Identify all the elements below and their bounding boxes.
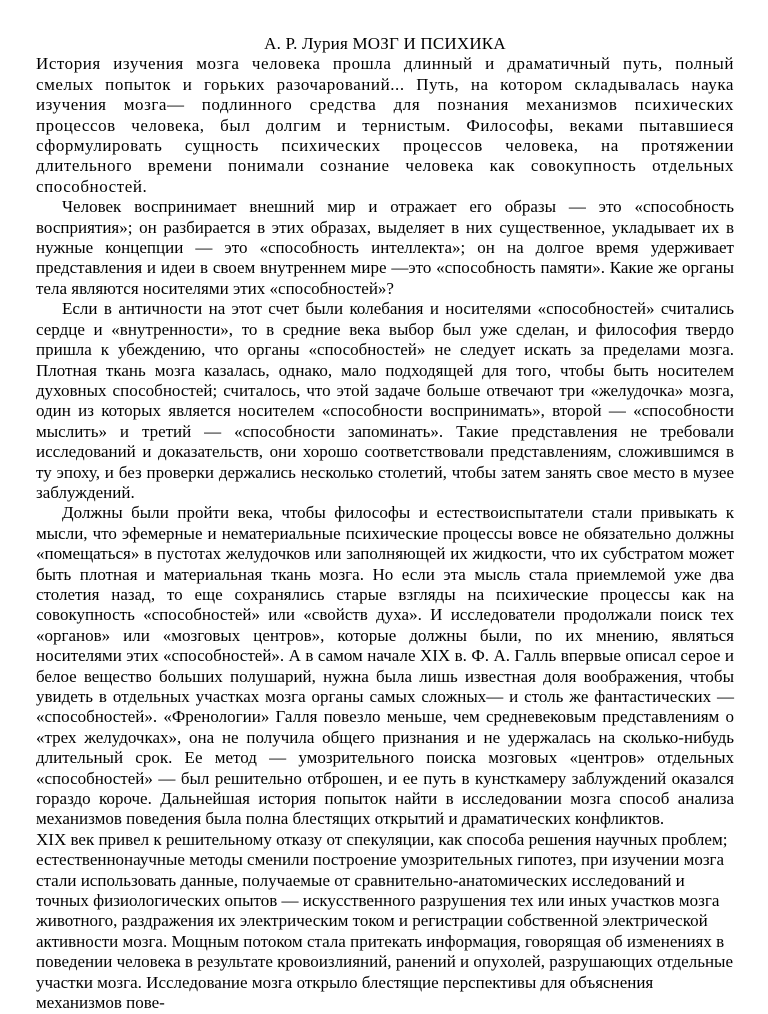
paragraph-1: История изучения мозга человека прошла длинный и драматичный путь, полный смелых попыток и горьких разочарований... Путь, на котором складывалась наука изучения мозга— подлинного средства для познания механизмов психических процессов человека, был долгим и тернистым. Философы, веками пытавшиеся сформулировать сущность психических процессов человека, на протяжении длительного времени понимали сознание человека как совокупность отдельных способностей. [36,54,734,196]
paragraph-5: XIX век привел к решительному отказу от спекуляции, как способа решения научных проблем; естественнонаучные методы сменили построение умозрительных гипотез, при изучении мозга стали использовать данные, получаемые от сравнительно-анатомических исследований и точных физиологических опытов — искусственного разрушения тех или иных участков мозга животного, раздражения их электрическим током и регистрации собственной электрической активности мозга. Мощным потоком стала притекать информация, говорящая об изменениях в поведении человека в результате кровоизлияний, ранений и опухолей, разрушающих отдельные участки мозга. Исследование мозга открыло блестящие перспективы для объяснения механизмов пове- [36,829,734,1013]
paragraph-4: Должны были пройти века, чтобы философы и естествоиспытатели стали привыкать к мысли, что эфемерные и нематериальные психические процессы вовсе не обязательно должны «помещаться» в пустотах желудочков или заполняющей их жидкости, что их субстратом может быть плотная и материальная ткань мозга. Но если эта мысль стала приемлемой уже два столетия назад, то еще сохранялись старые взгляды на психические процессы как на совокупность «способностей» или «свойств духа». И исследователи продолжали поиск тех «органов» или «мозговых центров», которые должны были, по их мнению, являться носителями этих «способностей». А в самом начале XIX в. Ф. А. Галль впервые описал серое и белое вещество больших полушарий, нужна была лишь известная доля воображения, чтобы увидеть в отдельных участках мозга органы самых сложных— и столь же фантастических — «способностей». «Френологии» Галля повезло меньше, чем средневековым представлениям о «трех желудочках», она не получила общего признания и не удержалась на сколько-нибудь длительный срок. Ее метод — умозрительного поиска мозговых «центров» отдельных «способностей» — был решительно отброшен, и ее путь в кунсткамеру заблуждений оказался гораздо короче. Дальнейшая история попыток найти в исследовании мозга способ анализа механизмов поведения была полна блестящих открытий и драматических конфликтов. [36,503,734,829]
document-page [36,34,734,1014]
paragraph-3: Если в античности на этот счет были колебания и носителями «способностей» считались сердце и «внутренности», то в средние века выбор был уже сделан, и философия твердо пришла к убеждению, что органы «способностей» не следует искать за пределами мозга. Плотная ткань мозга казалась, однако, мало подходящей для того, чтобы быть носителем духовных способностей; считалось, что этой задаче больше отвечают три «желудочка» мозга, один из которых является носителем «способности воспринимать», второй — «способности мыслить» и третий — «способности запоминать». Такие представления не требовали исследований и доказательств, они хорошо соответствовали представлениям, сложившимся в ту эпоху, и без проверки держались несколько столетий, чтобы затем занять свое место в музее заблуждений. [36,299,734,502]
document-title: А. Р. Лурия МОЗГ И ПСИХИКА [264,34,506,53]
paragraph-2: Человек воспринимает внешний мир и отражает его образы — это «способность восприятия»; он разбирается в этих образах, выделяет в них существенное, укладывает их в нужные концепции — это «способность интеллекта»; он на долгое время удерживает представления и идеи в своем внутреннем мире —это «способность памяти». Какие же органы тела являются носителями этих «способностей»? [36,197,734,298]
